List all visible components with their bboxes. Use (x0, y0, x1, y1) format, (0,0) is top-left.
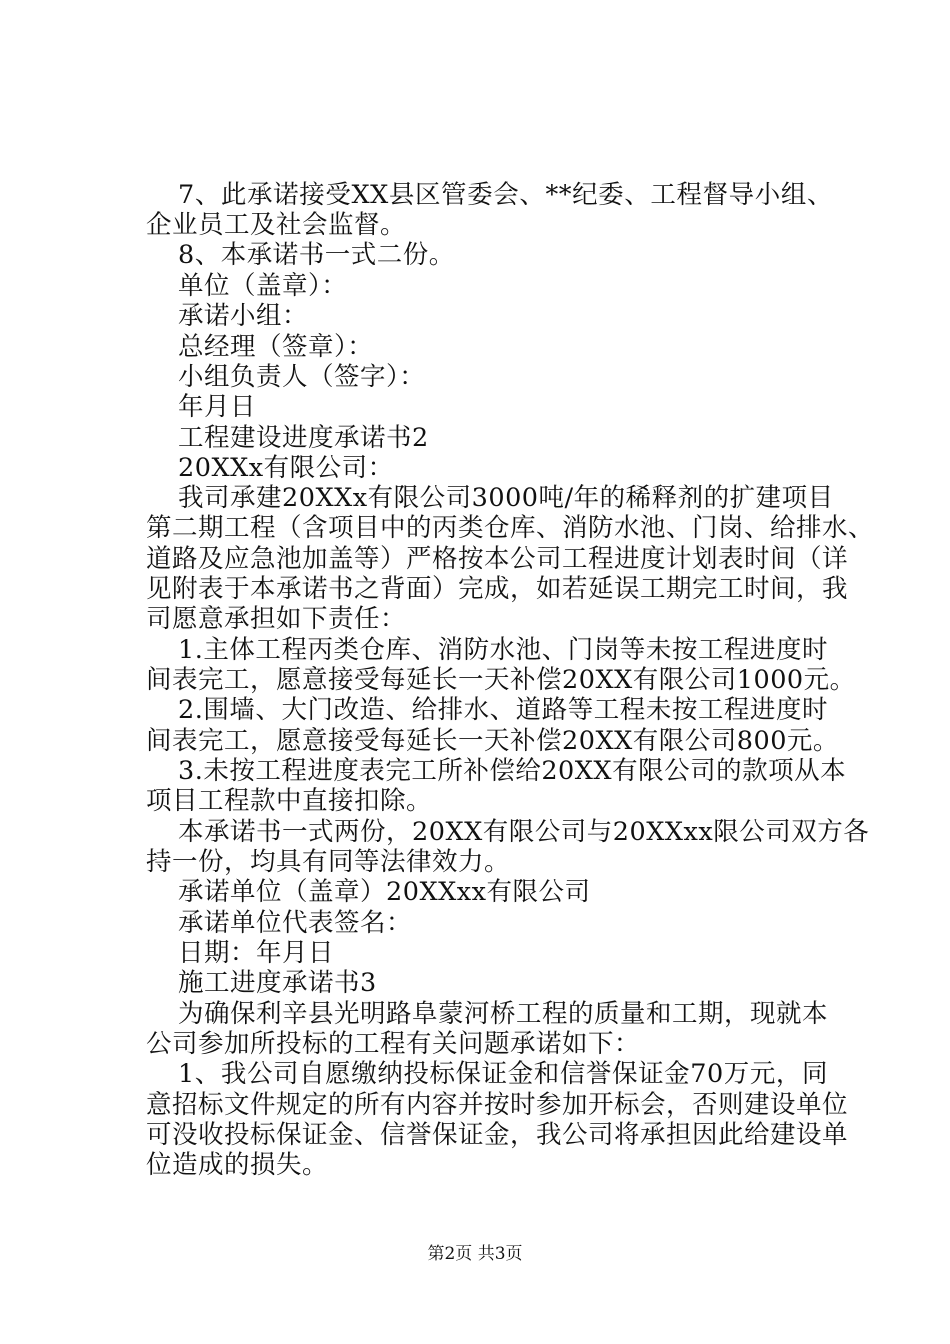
text-line: 司愿意承担如下责任： (146, 604, 407, 634)
text-line: 持一份，均具有同等法律效力。 (146, 847, 511, 877)
text-line: 1.主体工程丙类仓库、消防水池、门岗等未按工程进度时 (178, 635, 828, 665)
text-line: 20XXx有限公司： (178, 453, 394, 483)
text-line: 项目工程款中直接扣除。 (146, 786, 433, 816)
section-title: 工程建设进度承诺书2 (178, 423, 429, 453)
text-line: 道路及应急池加盖等）严格按本公司工程进度计划表时间（详 (146, 544, 849, 574)
text-line: 间表完工，愿意接受每延长一天补偿20XX有限公司1000元。 (146, 665, 856, 695)
text-line: 年月日 (178, 392, 257, 422)
text-line: 企业员工及社会监督。 (146, 210, 407, 240)
text-line: 承诺小组： (178, 301, 309, 331)
text-line: 7、此承诺接受XX县区管委会、**纪委、工程督导小组、 (178, 180, 833, 210)
text-line: 小组负责人（签字）： (178, 362, 426, 392)
text-line: 2.围墙、大门改造、给排水、道路等工程未按工程进度时 (178, 695, 828, 725)
section-title: 施工进度承诺书3 (178, 968, 377, 998)
text-line: 单位（盖章）： (178, 271, 348, 301)
text-line: 承诺单位（盖章）20XXxx有限公司 (178, 877, 591, 907)
text-line: 总经理（签章）： (178, 332, 374, 362)
text-line: 8、本承诺书一式二份。 (178, 240, 455, 270)
text-line: 本承诺书一式两份，20XX有限公司与20XXxx限公司双方各 (178, 817, 870, 847)
text-line: 意招标文件规定的所有内容并按时参加开标会，否则建设单位 (146, 1090, 849, 1120)
text-line: 见附表于本承诺书之背面）完成，如若延误工期完工时间，我 (146, 574, 849, 604)
text-line: 第二期工程（含项目中的丙类仓库、消防水池、门岗、给排水、 (146, 513, 875, 543)
text-line: 1、我公司自愿缴纳投标保证金和信誉保证金70万元，同 (178, 1059, 828, 1089)
text-line: 3.未按工程进度表完工所补偿给20XX有限公司的款项从本 (178, 756, 847, 786)
text-line: 承诺单位代表签名： (178, 908, 413, 938)
text-line: 为确保利辛县光明路阜蒙河桥工程的质量和工期，现就本 (178, 999, 829, 1029)
text-line: 可没收投标保证金、信誉保证金，我公司将承担因此给建设单 (146, 1120, 849, 1150)
text-line: 日期：年月日 (178, 938, 335, 968)
text-line: 位造成的损失。 (146, 1150, 329, 1180)
text-line: 公司参加所投标的工程有关问题承诺如下： (146, 1029, 641, 1059)
text-line: 间表完工，愿意接受每延长一天补偿20XX有限公司800元。 (146, 726, 839, 756)
page-footer: 第2页 共3页 (427, 1244, 523, 1264)
text-line: 我司承建20XXx有限公司3000吨/年的稀释剂的扩建项目 (178, 483, 834, 513)
